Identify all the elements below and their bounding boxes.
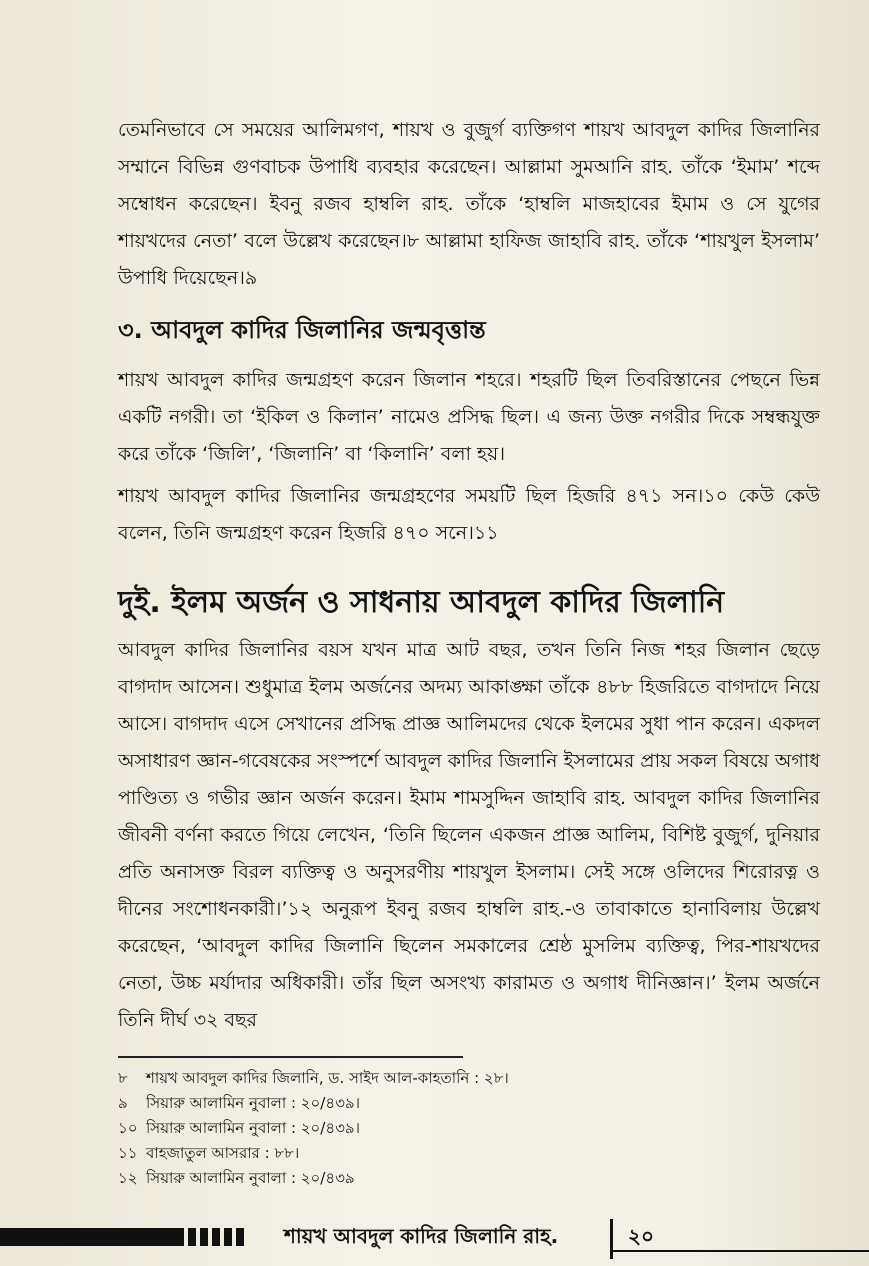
footnote-number: ৯ [118, 1094, 128, 1112]
footnote-number: ৮ [118, 1069, 128, 1087]
paragraph-knowledge: আবদুল কাদির জিলানির বয়স যখন মাত্র আট বছর, তখন তিনি নিজ শহর জিলান ছেড়ে বাগদাদ আসেন। শুধুমাত্র ইলম অর্জনের অদম্য আকাঙ্ক্ষা তাঁকে ৪৮৮ হিজরিতে বাগদাদে নিয়ে আসে। বাগদাদ এসে সেখানের প্রসিদ্ধ প্রাজ্ঞ আলিমদের থেকে ইলমের সুধা পান করেন। একদল অসাধারণ জ্ঞান-গবেষকের সংস্পর্শে আবদুল কাদির জিলানি ইসলামের প্রায় সকল বিষয়ে অগাধ পাণ্ডিত্য ও গভীর জ্ঞান অর্জন করেন। ইমাম শামসুদ্দিন জাহাবি রাহ. আবদুল কাদির জিলানির জীবনী বর্ণনা করতে গিয়ে লেখেন, ‘তিনি ছিলেন একজন প্রাজ্ঞ আলিম, বিশিষ্ট বুজুর্গ, দুনিয়ার প্রতি অনাসক্ত বিরল ব্যক্তিত্ব ও অনুসরণীয় শায়খুল ইসলাম। সেই সঙ্গে ওলিদের শিরোরত্ন ও দীনের সংশোধনকারী।’১২ অনুরূপ ইবনু রজব হাম্বলি রাহ.-ও তাবাকাতে হানাবিলায় উল্লেখ করেছেন, ‘আবদুল কাদির জিলানি ছিলেন সমকালের শ্রেষ্ঠ মুসলিম ব্যক্তিত্ব, পির-শায়খদের নেতা, উচ্চ মর্যাদার অধিকারী। তাঁর ছিল অসংখ্য কারামত ও অগাধ দীনিজ্ঞান।’ ইলম অর্জনে তিনি দীর্ঘ ৩২ বছর [118, 639, 820, 1031]
footnote-item [118, 1166, 718, 1191]
chapter-heading-knowledge: দুই. ইলম অর্জন ও সাধনায় আবদুল কাদির জিলানি [118, 585, 725, 620]
footnote-item [118, 1066, 718, 1091]
section-heading-birth: ৩. আবদুল কাদির জিলানির জন্মবৃত্তান্ত [118, 316, 486, 344]
footer-separator [610, 1219, 613, 1259]
paragraph-birthplace: শায়খ আবদুল কাদির জন্মগ্রহণ করেন জিলান শহরে। শহরটি ছিল তিবরিস্তানের পেছনে ভিন্ন একটি নগরী। তা ‘ইকিল ও কিলান’ নামেও প্রসিদ্ধ ছিল। এ জন্য উক্ত নগরীর দিকে সম্বন্ধযুক্ত করে তাঁকে ‘জিলি’, ‘জিলানি’ বা ‘কিলানি’ বলা হয়। [118, 369, 820, 465]
footnote-text: সিয়ারু আলামিন নুবালা : ২০/৪৩৯। [146, 1119, 360, 1137]
footnotes [118, 1066, 718, 1191]
footnote-text: সিয়ারু আলামিন নুবালা : ২০/৪৩৯। [146, 1094, 360, 1112]
footnote-item [118, 1116, 718, 1141]
paragraph-titles: তেমনিভাবে সে সময়ের আলিমগণ, শায়খ ও বুজুর্গ ব্যক্তিগণ শায়খ আবদুল কাদির জিলানির সম্মানে বিভিন্ন গুণবাচক উপাধি ব্যবহার করেছেন। আল্লামা সুমআনি রাহ. তাঁকে ‘ইমাম’ শব্দে সম্বোধন করেছেন। ইবনু রজব হাম্বলি রাহ. তাঁকে ‘হাম্বলি মাজহাবের ইমাম ও সে যুগের শায়খদের নেতা’ বলে উল্লেখ করেছেন।৮ আল্লামা হাফিজ জাহাবি রাহ. তাঁকে ‘শায়খুল ইসলাম’ উপাধি দিয়েছেন।৯ [118, 119, 820, 289]
running-footer-title: শায়খ আবদুল কাদির জিলানি রাহ. [284, 1224, 559, 1248]
footnote-number: ১২ [118, 1169, 138, 1187]
footnote-number: ১০ [118, 1119, 138, 1137]
footnote-text: শায়খ আবদুল কাদির জিলানি, ড. সাইদ আল-কাহতানি : ২৮। [146, 1069, 509, 1087]
footer-tick-decoration [188, 1228, 244, 1246]
footnote-number: ১১ [118, 1144, 138, 1162]
footnote-divider [118, 1056, 463, 1058]
footnote-item [118, 1091, 718, 1116]
footnote-text: সিয়ারু আলামিন নুবালা : ২০/৪৩৯ [146, 1169, 355, 1187]
footnote-text: বাহজাতুল আসরার : ৮৮। [146, 1144, 300, 1162]
paragraph-birth-year: শায়খ আবদুল কাদির জিলানির জন্মগ্রহণের সময়টি ছিল হিজরি ৪৭১ সন।১০ কেউ কেউ বলেন, তিনি জন্মগ্রহণ করেন হিজরি ৪৭০ সনে।১১ [118, 485, 820, 544]
footer-underline [613, 1250, 869, 1252]
footnote-item [118, 1141, 718, 1166]
page-number: ২০ [628, 1224, 655, 1248]
footer-bar-decoration [0, 1228, 184, 1246]
